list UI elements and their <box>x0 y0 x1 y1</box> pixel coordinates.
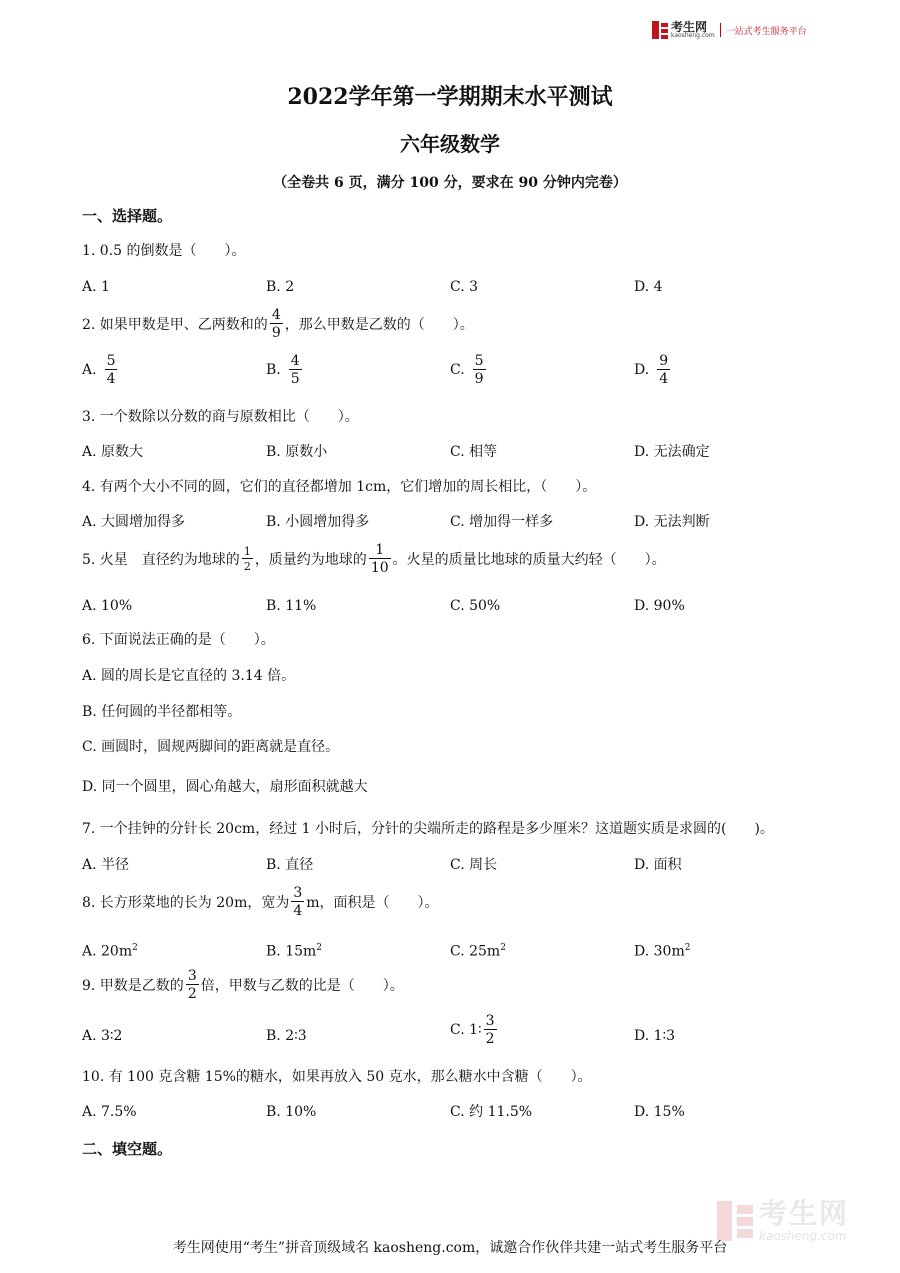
q8-option-c-text: C. 25m <box>450 943 501 960</box>
kaosheng-watermark-icon <box>717 1201 753 1241</box>
q2-text-pre: 2. 如果甲数是甲、乙两数和的 <box>82 317 268 333</box>
q8-option-d-text: D. 30m <box>634 943 685 960</box>
section-heading-choice: 一、选择题。 <box>82 207 173 225</box>
q9-fraction-numerator: 3 <box>187 968 197 984</box>
q8-option-b-text: B. 15m <box>266 943 317 960</box>
q2-option-b-numerator: 4 <box>290 353 300 369</box>
q2-option-c-fraction <box>473 354 486 386</box>
q10-option-c: C. 约 11.5% <box>450 1104 533 1120</box>
q10-option-d: D. 15% <box>634 1104 685 1120</box>
q7-option-b: B. 直径 <box>266 857 314 873</box>
q6-option-b: B. 任何圆的半径都相等。 <box>82 704 242 720</box>
q8-option-d-exponent: 2 <box>684 943 691 953</box>
q3-option-c: C. 相等 <box>450 444 498 460</box>
q5-fraction-2-numerator: 1 <box>375 542 385 558</box>
q4-option-a: A. 大圆增加得多 <box>82 514 186 530</box>
q2-option-b <box>266 354 304 386</box>
q9-fraction-denominator: 2 <box>187 986 197 1002</box>
page-subtitle: 六年级数学 <box>400 132 500 156</box>
q8-option-a-exponent: 2 <box>132 943 138 953</box>
q5-text-pre: 5. 火星 直径约为地球的 <box>82 552 240 568</box>
exam-note: （全卷共 6 页，满分 100 分，要求在 90 分钟内完卷） <box>273 175 627 191</box>
q8-fraction-denominator: 4 <box>293 903 303 919</box>
q4-option-b: B. 小圆增加得多 <box>266 514 370 530</box>
watermark-domain: kaosheng.com <box>759 1229 847 1243</box>
q3-option-a: A. 原数大 <box>82 444 144 460</box>
q6-option-d: D. 同一个圆里，圆心角越大，扇形面积就越大 <box>82 779 368 795</box>
q5-fraction-1-denominator: 2 <box>243 560 251 573</box>
q3-option-d: D. 无法确定 <box>634 444 710 460</box>
question-1: 1. 0.5 的倒数是（ ）。 <box>82 243 246 259</box>
q2-option-b-fraction <box>289 354 302 386</box>
q9-option-d: D. 1∶3 <box>634 1028 676 1044</box>
q8-option-b-exponent: 2 <box>316 943 323 953</box>
q2-fraction-denominator: 9 <box>271 325 281 341</box>
q5-fraction-2-denominator: 10 <box>370 560 389 576</box>
q5-text-mid: ，质量约为地球的 <box>254 552 367 568</box>
q9-option-c-numerator: 3 <box>485 1013 495 1029</box>
q8-option-d <box>634 939 690 961</box>
q5-fraction-diameter <box>242 546 253 572</box>
q8-text-pre: 8. 长方形菜地的长为 20m，宽为 <box>82 895 290 911</box>
question-2 <box>82 308 474 340</box>
q2-option-d-denominator: 4 <box>659 371 669 387</box>
q9-option-b: B. 2∶3 <box>266 1028 307 1044</box>
q9-option-c-denominator: 2 <box>485 1031 495 1047</box>
q2-fraction <box>270 308 283 340</box>
logo-name: 考生网 <box>671 20 708 34</box>
q8-fraction <box>291 886 304 918</box>
q1-option-b: B. 2 <box>266 279 295 295</box>
header-logo <box>652 19 807 41</box>
q8-option-a-text: A. 20m <box>82 943 133 960</box>
q4-option-d: D. 无法判断 <box>634 514 710 530</box>
question-10: 10. 有 100 克含糖 15%的糖水，如果再放入 50 克水，那么糖水中含糖（ ）。 <box>82 1069 592 1085</box>
question-4: 4. 有两个大小不同的圆，它们的直径都增加 1cm，它们增加的周长相比，（ ）。 <box>82 479 597 495</box>
q2-option-b-denominator: 5 <box>290 371 300 387</box>
q8-text-post: m，面积是（ ）。 <box>306 895 439 911</box>
q2-option-d <box>634 354 672 386</box>
q2-option-a-denominator: 4 <box>106 371 116 387</box>
page-title: 2022学年第一学期期末水平测试 <box>287 84 613 110</box>
q2-option-d-fraction <box>657 354 670 386</box>
q1-option-a: A. 1 <box>82 279 110 295</box>
q2-option-c <box>450 354 488 386</box>
q2-option-c-denominator: 9 <box>474 371 484 387</box>
q5-text-post: 。火星的质量比地球的质量大约轻（ ）。 <box>392 552 666 568</box>
q9-text-pre: 9. 甲数是乙数的 <box>82 978 184 994</box>
question-6: 6. 下面说法正确的是（ ）。 <box>82 632 275 648</box>
q9-option-c-text: C. 1∶ <box>450 1022 482 1038</box>
q5-option-a: A. 10% <box>82 598 133 614</box>
q8-fraction-numerator: 3 <box>293 885 303 901</box>
q8-option-a <box>82 939 138 961</box>
q5-option-b: B. 11% <box>266 598 317 614</box>
q2-option-d-label: D. <box>634 362 650 378</box>
q2-option-a-numerator: 5 <box>106 353 116 369</box>
q9-option-c-fraction <box>484 1014 497 1046</box>
kaosheng-logo-icon <box>652 21 668 39</box>
q8-option-b <box>266 939 322 961</box>
q2-fraction-numerator: 4 <box>271 307 281 323</box>
q7-option-a: A. 半径 <box>82 857 130 873</box>
question-3: 3. 一个数除以分数的商与原数相比（ ）。 <box>82 409 359 425</box>
q10-option-b: B. 10% <box>266 1104 317 1120</box>
question-7: 7. 一个挂钟的分针长 20cm，经过 1 小时后，分针的尖端所走的路程是多少厘米？这道题实质是求圆的( )。 <box>82 821 774 837</box>
q1-option-d: D. 4 <box>634 279 663 295</box>
q4-option-c: C. 增加得一样多 <box>450 514 554 530</box>
question-8 <box>82 886 439 918</box>
logo-domain: kaosheng.com <box>671 32 715 39</box>
q2-option-c-numerator: 5 <box>474 353 484 369</box>
q9-option-a: A. 3∶2 <box>82 1028 123 1044</box>
q1-option-c: C. 3 <box>450 279 479 295</box>
q2-option-c-label: C. <box>450 362 465 378</box>
q8-option-c-exponent: 2 <box>500 943 506 953</box>
question-5 <box>82 543 666 575</box>
q9-fraction <box>186 969 199 1001</box>
q2-option-a-fraction <box>105 354 118 386</box>
watermark-name: 考生网 <box>759 1197 850 1230</box>
q2-option-d-numerator: 9 <box>659 353 669 369</box>
q2-option-a <box>82 354 119 386</box>
question-9 <box>82 969 404 1001</box>
q6-option-c: C. 画圆时，圆规两脚间的距离就是直径。 <box>82 739 340 755</box>
watermark <box>717 1197 850 1243</box>
q7-option-d: D. 面积 <box>634 857 682 873</box>
logo-divider <box>720 23 721 37</box>
section-heading-fill-blank: 二、填空题。 <box>82 1140 173 1158</box>
q5-option-d: D. 90% <box>634 598 685 614</box>
q3-option-b: B. 原数小 <box>266 444 328 460</box>
q2-option-a-label: A. <box>82 362 97 378</box>
q9-text-post: 倍，甲数与乙数的比是（ ）。 <box>200 978 404 994</box>
q2-option-b-label: B. <box>266 362 281 378</box>
q5-option-c: C. 50% <box>450 598 501 614</box>
logo-slogan: 一站式考生服务平台 <box>725 26 807 37</box>
q7-option-c: C. 周长 <box>450 857 498 873</box>
q6-option-a: A. 圆的周长是它直径的 3.14 倍。 <box>82 668 296 684</box>
q10-option-a: A. 7.5% <box>82 1104 137 1120</box>
q5-fraction-1-numerator: 1 <box>243 545 251 558</box>
q8-option-c <box>450 939 506 961</box>
q2-text-post: ，那么甲数是乙数的（ ）。 <box>284 317 474 333</box>
q9-option-c <box>450 1014 499 1046</box>
q5-fraction-mass <box>369 543 391 575</box>
page-footer: 考生网使用“考生”拼音顶级域名 kaosheng.com，诚邀合作伙伴共建一站式考生服务平台 <box>172 1240 728 1256</box>
